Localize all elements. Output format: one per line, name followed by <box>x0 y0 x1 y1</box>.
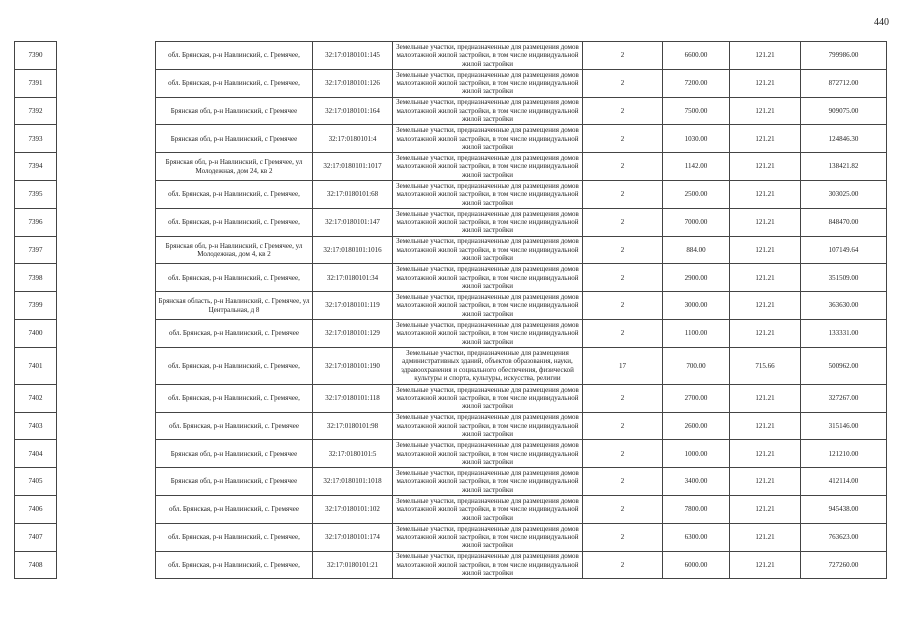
cell-address: Брянская обл, р-н Навлинский, с Гремячее <box>156 468 313 496</box>
cell-area: 1142.00 <box>663 153 730 181</box>
cell-use-group-code: 2 <box>583 236 663 264</box>
table-row <box>15 412 887 440</box>
cell-cadastral-number: 32:17:0180101:1016 <box>313 236 393 264</box>
table-row <box>15 384 887 412</box>
table-row <box>15 208 887 236</box>
cell-area: 2700.00 <box>663 384 730 412</box>
cell-cadastral-number: 32:17:0180101:129 <box>313 319 393 347</box>
cell-record-number: 7400 <box>15 319 57 347</box>
cell-land-use-purpose: Земельные участки, предназначенные для размещения домов малоэтажной жилой застройки, в том числе индивидуальной жилой застройки <box>393 384 583 412</box>
table-row <box>15 551 887 579</box>
cell-area: 884.00 <box>663 236 730 264</box>
cell-cadastral-value: 121210.00 <box>801 440 887 468</box>
cell-cadastral-value: 848470.00 <box>801 208 887 236</box>
cell-area: 3400.00 <box>663 468 730 496</box>
cell-cadastral-value: 107149.64 <box>801 236 887 264</box>
cell-land-use-purpose: Земельные участки, предназначенные для размещения домов малоэтажной жилой застройки, в том числе индивидуальной жилой застройки <box>393 523 583 551</box>
cell-cadastral-number: 32:17:0180101:190 <box>313 347 393 384</box>
cell-specific-value: 121.21 <box>730 412 801 440</box>
cell-address: обл. Брянская, р-н Навлинский, с. Гремячее, <box>156 208 313 236</box>
cell-land-use-purpose: Земельные участки, предназначенные для размещения домов малоэтажной жилой застройки, в том числе индивидуальной жилой застройки <box>393 208 583 236</box>
cell-record-number: 7392 <box>15 97 57 125</box>
cell-cadastral-value: 872712.00 <box>801 69 887 97</box>
cell-land-use-purpose: Земельные участки, предназначенные для размещения домов малоэтажной жилой застройки, в том числе индивидуальной жилой застройки <box>393 180 583 208</box>
cell-use-group-code: 2 <box>583 523 663 551</box>
cell-address: Брянская обл, р-н Навлинский, с Гремячее <box>156 440 313 468</box>
cell-record-number: 7397 <box>15 236 57 264</box>
cell-area: 2900.00 <box>663 264 730 292</box>
cell-spacer <box>57 69 156 97</box>
cell-cadastral-number: 32:17:0180101:5 <box>313 440 393 468</box>
cell-land-use-purpose: Земельные участки, предназначенные для размещения домов малоэтажной жилой застройки, в том числе индивидуальной жилой застройки <box>393 440 583 468</box>
cell-address: обл. Брянская, р-н Навлинский, с. Гремячее, <box>156 264 313 292</box>
cell-specific-value: 121.21 <box>730 208 801 236</box>
cell-spacer <box>57 264 156 292</box>
cell-spacer <box>57 319 156 347</box>
cell-specific-value: 121.21 <box>730 292 801 320</box>
cell-use-group-code: 2 <box>583 125 663 153</box>
cell-cadastral-number: 32:17:0180101:1018 <box>313 468 393 496</box>
cell-spacer <box>57 440 156 468</box>
table-row <box>15 347 887 384</box>
cell-address: обл. Брянская, р-н Навлинский, с. Гремячее, <box>156 42 313 70</box>
cell-cadastral-value: 138421.82 <box>801 153 887 181</box>
cell-record-number: 7394 <box>15 153 57 181</box>
cell-land-use-purpose: Земельные участки, предназначенные для размещения домов малоэтажной жилой застройки, в том числе индивидуальной жилой застройки <box>393 125 583 153</box>
cell-cadastral-value: 945438.00 <box>801 495 887 523</box>
cell-record-number: 7391 <box>15 69 57 97</box>
cell-cadastral-value: 133331.00 <box>801 319 887 347</box>
cell-specific-value: 121.21 <box>730 264 801 292</box>
cell-use-group-code: 2 <box>583 153 663 181</box>
cell-address: обл. Брянская, р-н Навлинский, с. Гремячее, <box>156 551 313 579</box>
cell-specific-value: 715.66 <box>730 347 801 384</box>
cell-specific-value: 121.21 <box>730 97 801 125</box>
cell-land-use-purpose: Земельные участки, предназначенные для размещения домов малоэтажной жилой застройки, в том числе индивидуальной жилой застройки <box>393 69 583 97</box>
cell-cadastral-value: 124846.30 <box>801 125 887 153</box>
table-row <box>15 69 887 97</box>
table-row <box>15 523 887 551</box>
cell-record-number: 7390 <box>15 42 57 70</box>
cell-use-group-code: 2 <box>583 495 663 523</box>
cell-spacer <box>57 412 156 440</box>
cell-address: Брянская обл, р-н Навлинский, с Гремячее, ул Молодежная, дом 24, кв 2 <box>156 153 313 181</box>
cell-land-use-purpose: Земельные участки, предназначенные для размещения домов малоэтажной жилой застройки, в том числе индивидуальной жилой застройки <box>393 153 583 181</box>
cell-use-group-code: 2 <box>583 264 663 292</box>
cell-area: 2600.00 <box>663 412 730 440</box>
cell-cadastral-value: 909075.00 <box>801 97 887 125</box>
cell-record-number: 7399 <box>15 292 57 320</box>
cell-land-use-purpose: Земельные участки, предназначенные для размещения домов малоэтажной жилой застройки, в том числе индивидуальной жилой застройки <box>393 292 583 320</box>
cell-area: 1030.00 <box>663 125 730 153</box>
cell-use-group-code: 2 <box>583 468 663 496</box>
cell-spacer <box>57 153 156 181</box>
cell-cadastral-number: 32:17:0180101:98 <box>313 412 393 440</box>
cell-cadastral-number: 32:17:0180101:119 <box>313 292 393 320</box>
cell-specific-value: 121.21 <box>730 440 801 468</box>
cell-cadastral-value: 315146.00 <box>801 412 887 440</box>
cell-record-number: 7398 <box>15 264 57 292</box>
cell-use-group-code: 2 <box>583 180 663 208</box>
cell-address: обл. Брянская, р-н Навлинский, с. Гремячее <box>156 412 313 440</box>
cell-specific-value: 121.21 <box>730 125 801 153</box>
cell-spacer <box>57 551 156 579</box>
cell-area: 7200.00 <box>663 69 730 97</box>
cell-land-use-purpose: Земельные участки, предназначенные для размещения домов малоэтажной жилой застройки, в том числе индивидуальной жилой застройки <box>393 236 583 264</box>
table-row <box>15 495 887 523</box>
cell-specific-value: 121.21 <box>730 468 801 496</box>
table-body <box>15 42 887 579</box>
cell-area: 1000.00 <box>663 440 730 468</box>
cell-cadastral-number: 32:17:0180101:102 <box>313 495 393 523</box>
table-row <box>15 42 887 70</box>
cell-record-number: 7395 <box>15 180 57 208</box>
cell-address: обл. Брянская, р-н Навлинский, с. Гремячее, <box>156 384 313 412</box>
cell-specific-value: 121.21 <box>730 42 801 70</box>
cell-cadastral-value: 363630.00 <box>801 292 887 320</box>
cell-record-number: 7407 <box>15 523 57 551</box>
cell-spacer <box>57 292 156 320</box>
cell-spacer <box>57 236 156 264</box>
cell-address: обл. Брянская, р-н Навлинский, с. Гремячее <box>156 319 313 347</box>
cell-specific-value: 121.21 <box>730 495 801 523</box>
table-row <box>15 292 887 320</box>
cell-cadastral-number: 32:17:0180101:1017 <box>313 153 393 181</box>
cell-specific-value: 121.21 <box>730 153 801 181</box>
cell-area: 6000.00 <box>663 551 730 579</box>
cell-use-group-code: 2 <box>583 440 663 468</box>
cell-land-use-purpose: Земельные участки, предназначенные для размещения домов малоэтажной жилой застройки, в том числе индивидуальной жилой застройки <box>393 264 583 292</box>
cell-record-number: 7405 <box>15 468 57 496</box>
cell-record-number: 7403 <box>15 412 57 440</box>
cell-cadastral-value: 727260.00 <box>801 551 887 579</box>
cell-use-group-code: 2 <box>583 292 663 320</box>
cell-address: обл. Брянская, р-н Навлинский, с. Гремячее, <box>156 180 313 208</box>
cell-cadastral-value: 412114.00 <box>801 468 887 496</box>
table-row <box>15 153 887 181</box>
cell-address: обл. Брянская, р-н Навлинский, с. Гремячее, <box>156 523 313 551</box>
cell-spacer <box>57 208 156 236</box>
cell-use-group-code: 2 <box>583 384 663 412</box>
cadastral-value-table <box>14 41 887 579</box>
cell-use-group-code: 2 <box>583 42 663 70</box>
cell-specific-value: 121.21 <box>730 523 801 551</box>
table-row <box>15 125 887 153</box>
cell-land-use-purpose: Земельные участки, предназначенные для размещения домов малоэтажной жилой застройки, в том числе индивидуальной жилой застройки <box>393 412 583 440</box>
cell-cadastral-value: 799986.00 <box>801 42 887 70</box>
cell-spacer <box>57 523 156 551</box>
cell-use-group-code: 2 <box>583 319 663 347</box>
cell-record-number: 7408 <box>15 551 57 579</box>
cell-land-use-purpose: Земельные участки, предназначенные для размещения административных зданий, объектов образования, науки, здравоохранения и социального обеспечения, физической культуры и спорта, культуры, искусства, религии <box>393 347 583 384</box>
cell-spacer <box>57 180 156 208</box>
cell-specific-value: 121.21 <box>730 69 801 97</box>
cell-area: 700.00 <box>663 347 730 384</box>
cell-land-use-purpose: Земельные участки, предназначенные для размещения домов малоэтажной жилой застройки, в том числе индивидуальной жилой застройки <box>393 319 583 347</box>
cell-spacer <box>57 468 156 496</box>
page-number: 440 <box>874 17 889 28</box>
cell-cadastral-number: 32:17:0180101:34 <box>313 264 393 292</box>
cell-use-group-code: 2 <box>583 551 663 579</box>
cell-cadastral-value: 327267.00 <box>801 384 887 412</box>
cell-cadastral-value: 500962.00 <box>801 347 887 384</box>
cell-cadastral-number: 32:17:0180101:126 <box>313 69 393 97</box>
cell-cadastral-number: 32:17:0180101:147 <box>313 208 393 236</box>
cell-area: 2500.00 <box>663 180 730 208</box>
cell-specific-value: 121.21 <box>730 319 801 347</box>
cell-area: 3000.00 <box>663 292 730 320</box>
cell-record-number: 7402 <box>15 384 57 412</box>
cell-area: 7500.00 <box>663 97 730 125</box>
cell-area: 7000.00 <box>663 208 730 236</box>
cell-record-number: 7396 <box>15 208 57 236</box>
cell-land-use-purpose: Земельные участки, предназначенные для размещения домов малоэтажной жилой застройки, в том числе индивидуальной жилой застройки <box>393 468 583 496</box>
table-row <box>15 264 887 292</box>
cell-area: 7800.00 <box>663 495 730 523</box>
cell-area: 6600.00 <box>663 42 730 70</box>
table-row <box>15 236 887 264</box>
cell-specific-value: 121.21 <box>730 551 801 579</box>
cell-land-use-purpose: Земельные участки, предназначенные для размещения домов малоэтажной жилой застройки, в том числе индивидуальной жилой застройки <box>393 495 583 523</box>
cell-cadastral-value: 763623.00 <box>801 523 887 551</box>
cell-spacer <box>57 125 156 153</box>
cell-cadastral-value: 303025.00 <box>801 180 887 208</box>
cell-spacer <box>57 495 156 523</box>
table-row <box>15 97 887 125</box>
cell-spacer <box>57 347 156 384</box>
table-row <box>15 440 887 468</box>
cell-cadastral-number: 32:17:0180101:4 <box>313 125 393 153</box>
cell-address: обл. Брянская, р-н Навлинский, с. Гремячее <box>156 495 313 523</box>
table-row <box>15 180 887 208</box>
cell-cadastral-number: 32:17:0180101:68 <box>313 180 393 208</box>
cell-spacer <box>57 42 156 70</box>
cell-cadastral-number: 32:17:0180101:145 <box>313 42 393 70</box>
cell-address: Брянская обл, р-н Навлинский, с Гремячее <box>156 125 313 153</box>
cell-use-group-code: 17 <box>583 347 663 384</box>
cell-cadastral-value: 351509.00 <box>801 264 887 292</box>
cell-record-number: 7404 <box>15 440 57 468</box>
cell-address: Брянская область, р-н Навлинский, с. Гремячее, ул Центральная, д 8 <box>156 292 313 320</box>
cell-spacer <box>57 97 156 125</box>
cell-land-use-purpose: Земельные участки, предназначенные для размещения домов малоэтажной жилой застройки, в том числе индивидуальной жилой застройки <box>393 551 583 579</box>
cell-record-number: 7393 <box>15 125 57 153</box>
cell-cadastral-number: 32:17:0180101:21 <box>313 551 393 579</box>
cell-cadastral-number: 32:17:0180101:118 <box>313 384 393 412</box>
cell-spacer <box>57 384 156 412</box>
cell-use-group-code: 2 <box>583 69 663 97</box>
cell-specific-value: 121.21 <box>730 236 801 264</box>
table-row <box>15 319 887 347</box>
cell-specific-value: 121.21 <box>730 384 801 412</box>
cell-use-group-code: 2 <box>583 97 663 125</box>
cell-address: Брянская обл, р-н Навлинский, с Гремячее, ул Молодежная, дом 4, кв 2 <box>156 236 313 264</box>
cell-land-use-purpose: Земельные участки, предназначенные для размещения домов малоэтажной жилой застройки, в том числе индивидуальной жилой застройки <box>393 42 583 70</box>
cell-land-use-purpose: Земельные участки, предназначенные для размещения домов малоэтажной жилой застройки, в том числе индивидуальной жилой застройки <box>393 97 583 125</box>
cell-record-number: 7401 <box>15 347 57 384</box>
cell-area: 1100.00 <box>663 319 730 347</box>
table-row <box>15 468 887 496</box>
cell-address: обл. Брянская, р-н Навлинский, с. Гремячее, <box>156 347 313 384</box>
cell-use-group-code: 2 <box>583 208 663 236</box>
cell-specific-value: 121.21 <box>730 180 801 208</box>
cell-record-number: 7406 <box>15 495 57 523</box>
cell-address: Брянская обл, р-н Навлинский, с Гремячее <box>156 97 313 125</box>
cell-address: обл. Брянская, р-н Навлинский, с. Гремячее, <box>156 69 313 97</box>
cell-cadastral-number: 32:17:0180101:164 <box>313 97 393 125</box>
cell-use-group-code: 2 <box>583 412 663 440</box>
cell-area: 6300.00 <box>663 523 730 551</box>
cell-cadastral-number: 32:17:0180101:174 <box>313 523 393 551</box>
